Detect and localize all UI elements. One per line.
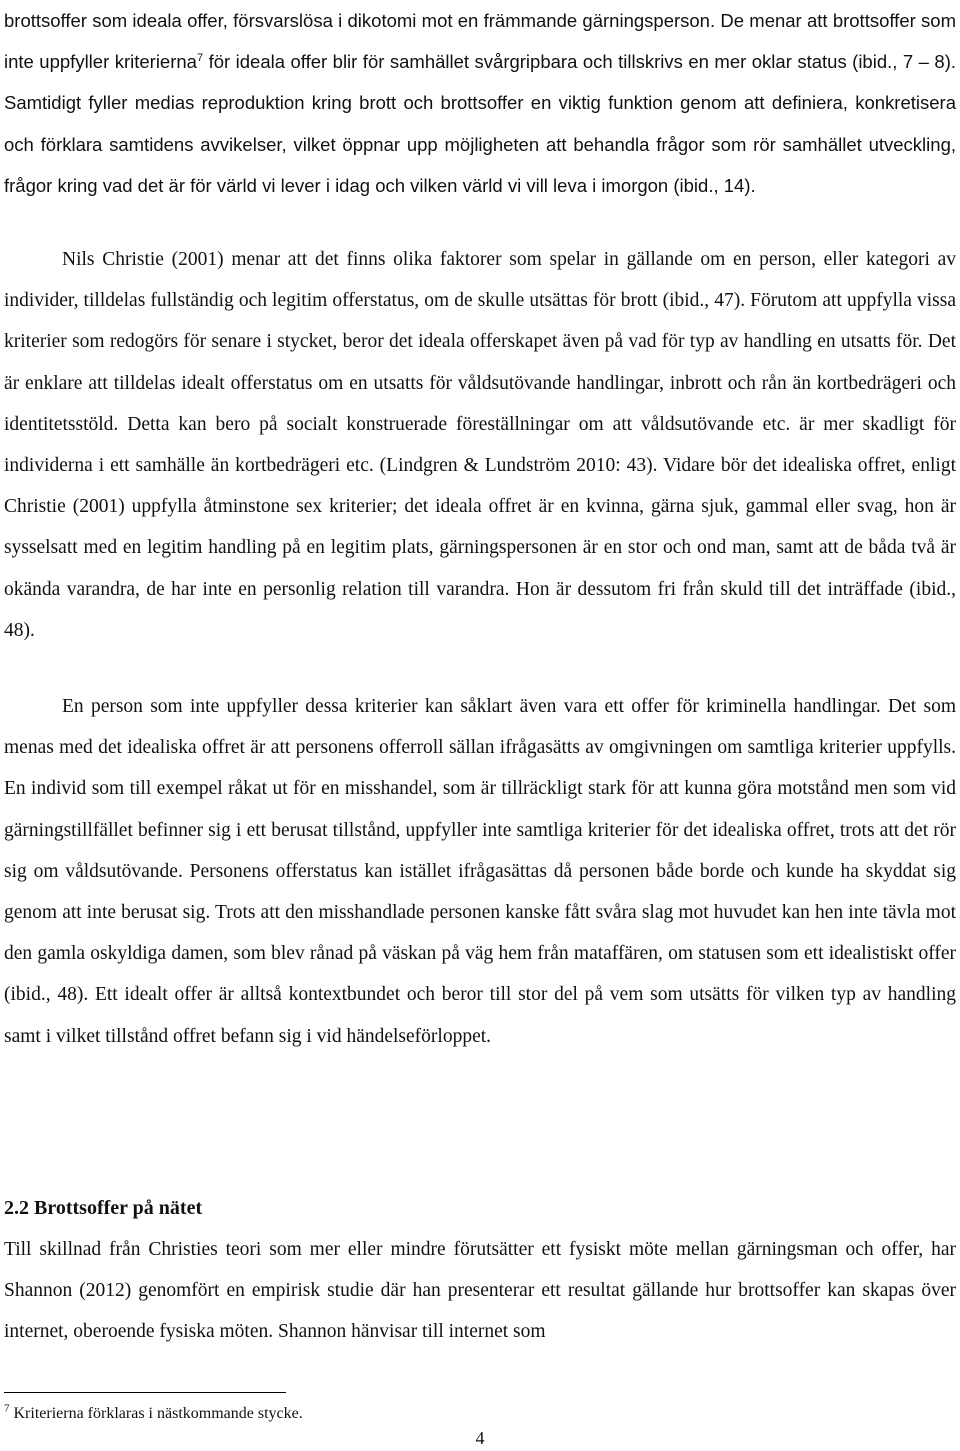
page-number: 4 <box>475 1428 485 1448</box>
footnote-divider <box>4 1392 286 1393</box>
paragraph-online-victims: Till skillnad från Christies teori som mer eller mindre förutsätter ett fysiskt möte mellan gärningsman och offer, har Shannon (2012) genomfört en empirisk studie där han presenterar ett resultat gällande hur brottsoffer kan skapas över internet, oberoende fysiska möten. Shannon hänvisar till internet som <box>4 1239 956 1343</box>
footnote-reference: 7 <box>196 52 204 65</box>
footnote <box>4 1402 303 1426</box>
paragraph1-part-a: brottsoffer som ideala offer, försvarslösa i dikotomi mot en främmande gärningsperson. De menar att brottsoffer som inte uppfyller kriterierna <box>4 10 956 73</box>
paragraph-christie-ideal-victim: Nils Christie (2001) menar att det finns olika faktorer som spelar in gällande om en person, eller kategori av individer, tilldelas fullständig och legitim offerstatus, om de skulle utsättas för brott (ibid., 47). Förutom att uppfylla vissa kriterier som redogörs för senare i stycket, beror det ideala offerskapet även på vad för typ av handling en utsatts för. Det är enklare att tilldelas idealt offerstatus om en utsatts för våldsutövande handlingar, inbrott och rån än kortbedrägeri och identitetsstöld. Detta kan bero på socialt konstruerade föreställningar om att våldsutövande etc. är mer skadligt för individerna i ett samhälle än kortbedrägeri etc. (Lindgren & Lundström 2010: 43). Vidare bör det idealiska offret, enligt Christie (2001) uppfylla åtminstone sex kriterier; det ideala offret är en kvinna, gärna sjuk, gammal eller svag, hon är sysselsatt med en legitim handling på en legitim plats, gärningspersonen är en stor och ond man, samt att de båda två är okända varandra, de har inte en personlig relation till varandra. Hon är dessutom fri från skuld till det inträffade (ibid., 48). <box>4 249 956 641</box>
paragraph1-part-b: för ideala offer blir för samhället svårgripbara och tillskrivs en mer oklar status (ibid., 7 – 8). Samtidigt fyller medias reproduktion kring brott och brottsoffer en viktig funktion genom att definiera, konkretisera och förklara samtidens avvikelser, vilket öppnar upp möjligheten att behandla frågor som rör samhället utveckling, frågor kring vad det är för värld vi lever i idag och vilken värld vi vill leva i imorgon (ibid., 14). <box>4 51 957 196</box>
footnote-text: Kriterierna förklaras i nästkommande stycke. <box>9 1405 303 1422</box>
paragraph-media-reproduction <box>4 0 956 206</box>
footnote-number: 7 <box>4 1402 10 1415</box>
section-heading: 2.2 Brottsoffer på nätet <box>4 1197 203 1219</box>
paragraph-non-ideal-victim: En person som inte uppfyller dessa kriterier kan såklart även vara ett offer för kriminella handlingar. Det som menas med det idealiska offret är att personens offerroll sällan ifrågasätts av omgivningen om samtliga kriterier uppfylls. En individ som till exempel råkat ut för en misshandel, som är tillräckligt stark för att kunna göra motstånd men som vid gärningstillfället befinner sig i ett berusat tillstånd, uppfyller inte samtliga kriterier för det idealiska offret, trots att det rör sig om våldsutövande. Personens offerstatus kan istället ifrågasättas då personen både borde och kunde ha skyddat sig genom att inte berusat sig. Trots att den misshandlade personen kanske fått svåra slag mot huvudet kan hen inte tävla mot den gamla oskyldiga damen, som blev rånad på väskan på väg hem från mataffären, om statusen som ett idealistiskt offer (ibid., 48). Ett idealt offer är alltså kontextbundet och beror till stor del på vem som utsätts för vilken typ av handling samt i vilket tillstånd offret befann sig i vid händelseförloppet. <box>4 696 956 1047</box>
